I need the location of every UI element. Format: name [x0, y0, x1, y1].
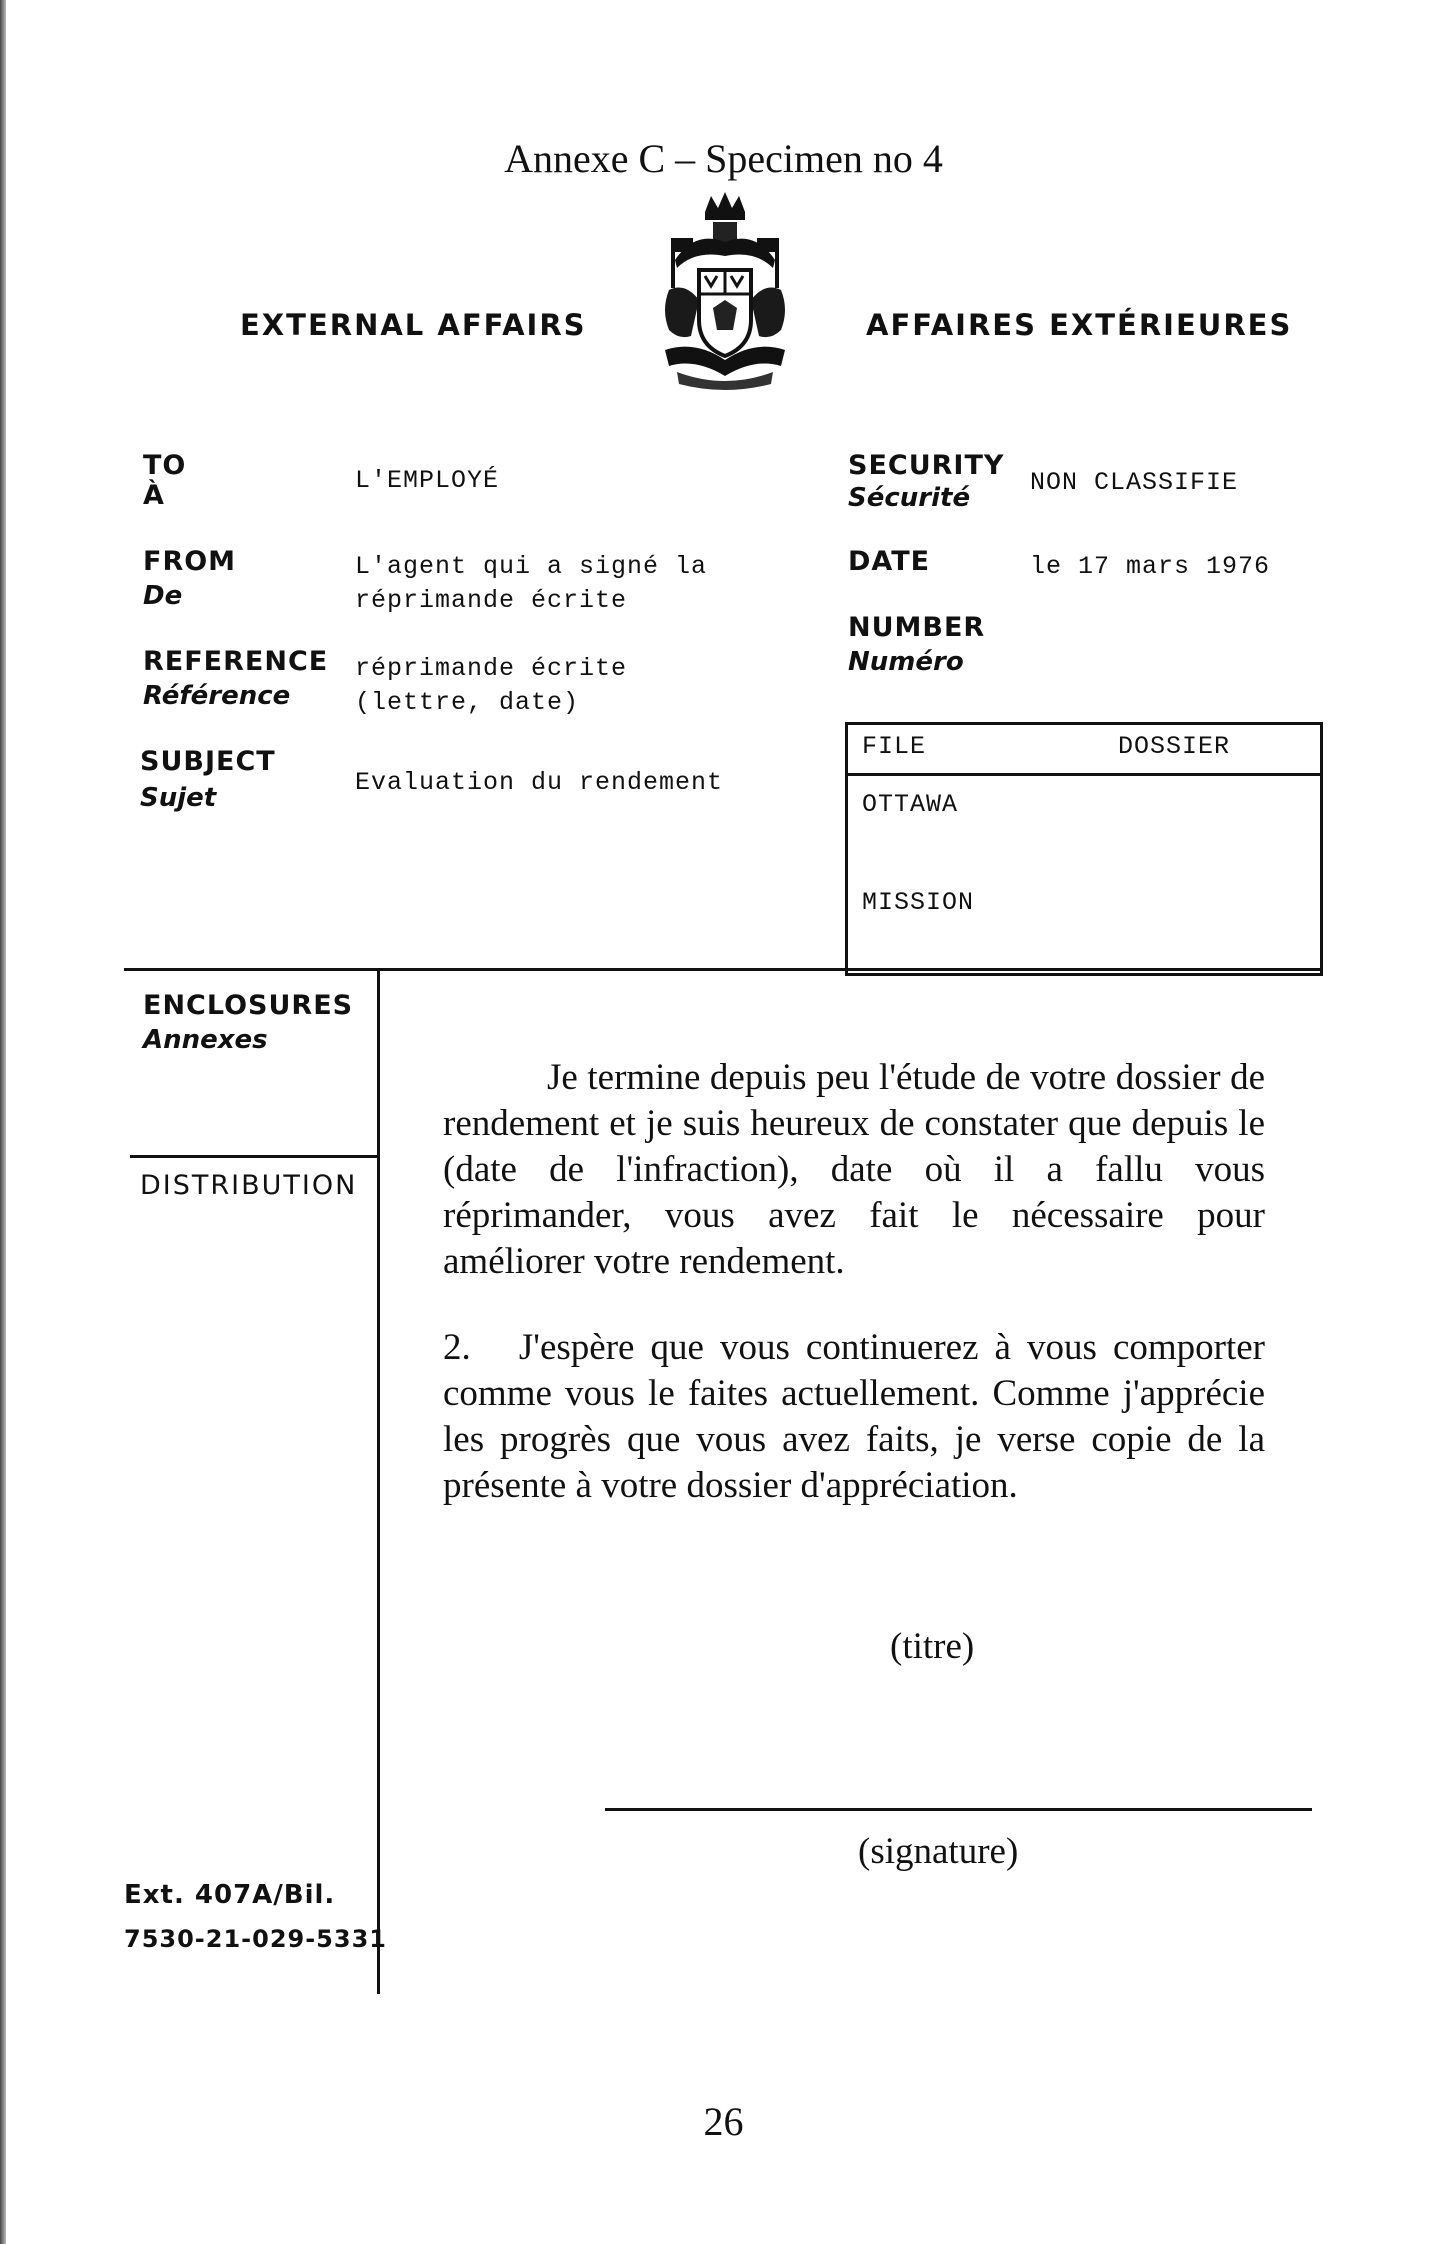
from-label-en: FROM [143, 546, 237, 577]
subject-label-en: SUBJECT [140, 746, 276, 777]
to-label-en: TO [143, 450, 187, 481]
header-separator-line [124, 968, 1320, 971]
ottawa-label: OTTAWA [862, 790, 959, 819]
coat-of-arms-icon [655, 190, 795, 390]
date-label: DATE [848, 546, 931, 577]
department-name-english: EXTERNAL AFFAIRS [240, 308, 587, 342]
file-box-divider [845, 773, 1320, 776]
dossier-label: DOSSIER [1118, 732, 1231, 761]
stock-number: 7530-21-029-5331 [124, 1925, 387, 1953]
reference-value-line1: réprimande écrite [355, 654, 628, 683]
department-name-french: AFFAIRES EXTÉRIEURES [866, 308, 1293, 342]
file-label: FILE [862, 732, 927, 761]
enclosures-separator-line [130, 1155, 377, 1158]
paragraph-1: Je termine depuis peu l'étude de votre dossier de rendement et je suis heureux de constater que depuis le (date de l'infraction), date où il a fallu vous réprimander, vous avez fait le nécessaire pour améliorer votre rendement. [443, 1057, 1265, 1282]
letter-body [443, 1055, 1265, 1509]
security-label-en: SECURITY [848, 450, 1005, 481]
signature-line [605, 1808, 1312, 1811]
form-number: Ext. 407A/Bil. [124, 1880, 336, 1910]
reference-label-fr: Référence [143, 681, 291, 711]
page-edge-shadow [0, 0, 6, 2244]
enclosures-label-en: ENCLOSURES [143, 990, 354, 1021]
enclosures-label-fr: Annexes [143, 1025, 268, 1055]
page-number: 26 [703, 2099, 744, 2144]
security-value: NON CLASSIFIE [1030, 468, 1239, 497]
paragraph-2: 2. J'espère que vous continuerez à vous comporter comme vous le faites actuellement. Comme j'apprécie les progrès que vous avez faits, je verse copie de la présente à votre dossier d'appréciation. [443, 1327, 1265, 1506]
number-label-fr: Numéro [848, 647, 964, 677]
annex-title: Annexe C – Specimen no 4 [504, 136, 943, 181]
to-value: L'EMPLOYÉ [355, 466, 500, 495]
mission-label: MISSION [862, 888, 975, 917]
subject-label-fr: Sujet [140, 783, 217, 813]
title-placeholder: (titre) [890, 1626, 975, 1667]
from-value-line1: L'agent qui a signé la [355, 552, 708, 581]
date-value: le 17 mars 1976 [1030, 552, 1271, 581]
reference-label-en: REFERENCE [143, 646, 329, 677]
subject-value: Evaluation du rendement [355, 768, 724, 797]
distribution-label: DISTRIBUTION [140, 1170, 358, 1201]
reference-value-line2: (lettre, date) [355, 688, 580, 717]
signature-placeholder: (signature) [858, 1831, 1019, 1872]
from-label-fr: De [143, 581, 183, 611]
number-label-en: NUMBER [848, 612, 986, 643]
to-label-fr: À [143, 480, 165, 511]
from-value-line2: réprimande écrite [355, 586, 628, 615]
security-label-fr: Sécurité [848, 483, 971, 513]
sidebar-divider-line [377, 968, 380, 1994]
